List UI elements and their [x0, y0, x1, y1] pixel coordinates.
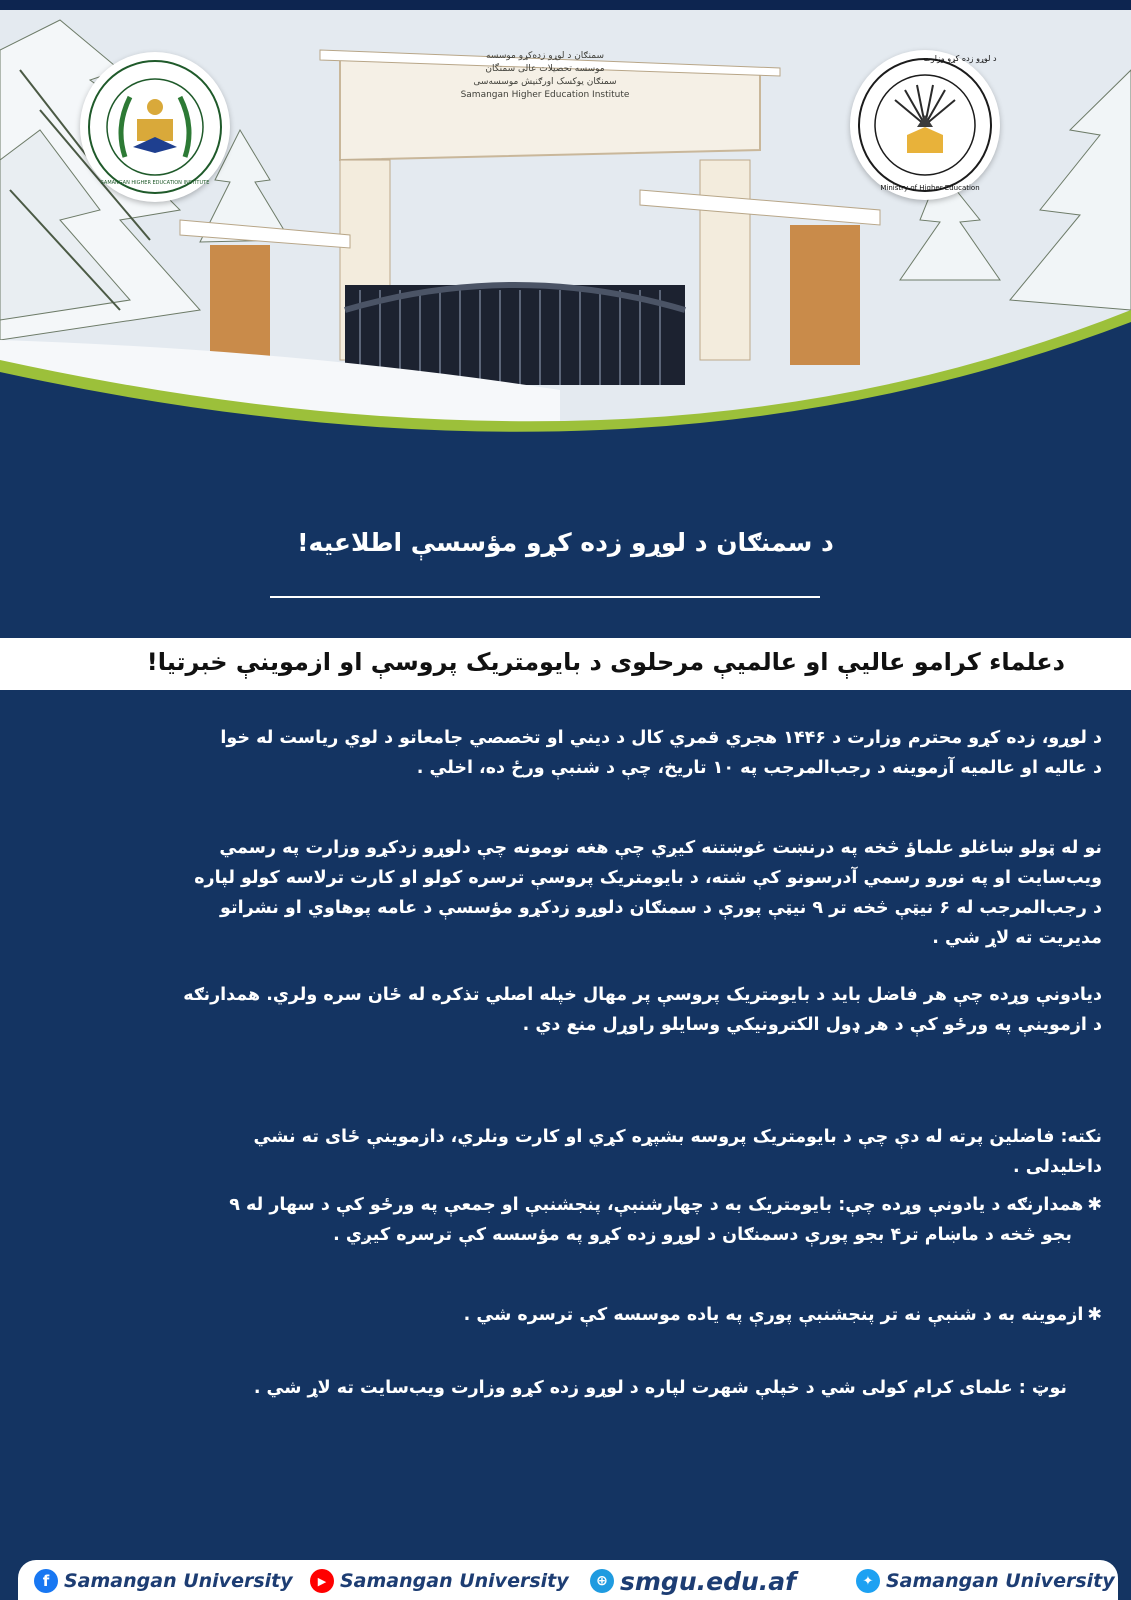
bullet-exam-schedule — [22, 1300, 1102, 1330]
sign-line: سمنګان یوکسک اورګنیش موسسه‌سی — [473, 77, 617, 87]
ministry-logo-arc-text: د لوړو زده کړو وزارت — [923, 54, 997, 63]
asterisk-bullet-icon: ✱ — [1087, 1305, 1102, 1325]
sign-line: Samangan Higher Education Institute — [460, 90, 630, 100]
twitter-label: Samangan University — [886, 1570, 1115, 1592]
paragraph-note — [22, 1122, 1102, 1182]
facebook-label: Samangan University — [64, 1570, 293, 1592]
text-line: ویب‌سایت او په نورو رسمي آدرسونو کې شته، د بایومتریک پروسې ترسره کولو او کارت ترلاسه کولو لپاره — [194, 868, 1102, 888]
text-line: نو له ټولو ښاغلو علماؤ څخه په درنښت غوښتنه کیږي چې هغه نومونه چې دلوړو زدکړو وزارت په رسمي — [219, 838, 1102, 858]
text-line: د ازموینې په ورځو کې د هر ډول الکترونیکي وسایلو راوړل منع دي . — [522, 1015, 1102, 1035]
asterisk-bullet-icon: ✱ — [1087, 1195, 1102, 1215]
subject-title: دعلماء کرامو عالیې او عالمیې مرحلوی د بایومتریک پروسې او ازموینې خبرتیا! — [146, 648, 1065, 676]
ministry-logo — [850, 50, 1000, 200]
text-line: د عالیه او عالمیه آزموینه د رجب‌المرجب په ۱۰ تاریخ، چې د شنبې ورځ ده، اخلي . — [416, 758, 1102, 778]
youtube-icon: ▶ — [310, 1569, 334, 1593]
website-link[interactable] — [590, 1568, 796, 1594]
building-sign — [430, 50, 660, 102]
text-line: مدیریت ته لاړ شي . — [932, 928, 1102, 948]
text-line: نوټ : علمای کرام کولی شي د خپلې شهرت لپاره د لوړو زده کړو وزارت ویب‌سایت ته لاړ شي . — [253, 1378, 1067, 1398]
paragraph-website-note — [22, 1373, 1067, 1403]
globe-icon: ⊕ — [590, 1569, 614, 1593]
text-line: د رجب‌المرجب له ۶ نیټې څخه تر ۹ نیټې پورې د سمنګان دلوړو زدکړو مؤسسې د عامه پوهاوي او نشراتو — [220, 898, 1102, 918]
left-logo-text: SAMANGAN HIGHER EDUCATION INSTITUTE — [100, 180, 210, 186]
paragraph-biometric — [22, 833, 1102, 953]
text-line: دیادونې وړده چې هر فاضل باید د بایومتریک پروسې پر مهال خپله اصلي تذکره له ځان سره ولري. همدارنګه — [183, 985, 1102, 1005]
social-footer — [18, 1560, 1118, 1600]
youtube-link[interactable] — [310, 1568, 569, 1594]
paragraph-requirements — [22, 980, 1102, 1040]
twitter-icon: ✦ — [856, 1569, 880, 1593]
title-divider — [270, 596, 820, 598]
youtube-label: Samangan University — [340, 1570, 569, 1592]
paragraph-exam-date — [22, 723, 1102, 783]
facebook-link[interactable] — [34, 1568, 293, 1594]
twitter-link[interactable] — [856, 1568, 1115, 1594]
header-photo — [0, 10, 1131, 440]
top-bar — [0, 0, 1131, 10]
text-line: د لوړو، زده کړو محترم وزارت د ۱۴۴۶ هجري قمري کال د دیني او تخصصي جامعاتو د لوي ریاست له خوا — [220, 728, 1102, 748]
sign-line: سمنګان د لوړو زده‌کړو موسسه — [486, 51, 604, 61]
ministry-logo-caption: Ministry of Higher Education — [880, 184, 980, 192]
text-line: نکته: فاضلین پرته له دې چې د بایومتریک پروسه بشپړه کړي او کارت ونلري، دازموینې ځای ته نشي — [253, 1127, 1102, 1147]
sign-line: موسسه تحصیلات عالی سمنگان — [485, 64, 605, 74]
text-line: بجو څخه د ماښام تر۴ بجو پورې دسمنګان د لوړو زده کړو په مؤسسه کې ترسره کیږي . — [333, 1225, 1072, 1245]
text-line: داخلیدلی . — [1012, 1157, 1102, 1177]
text-line: همدارنګه د یادونې وړده چې: بایومتریک به د چهارشنبې، پنجشنبې او جمعې په ورځو کې د سهار له ۹ — [229, 1195, 1084, 1215]
announcement-title: د سمنګان د لوړو زده کړو مؤسسې اطلاعیه! — [297, 528, 834, 557]
text-line: ازموینه به د شنبې نه تر پنجشنبې پورې په یاده موسسه کې ترسره شي . — [463, 1305, 1084, 1325]
bullet-biometric-schedule — [22, 1190, 1102, 1250]
facebook-icon: f — [34, 1569, 58, 1593]
website-label: smgu.edu.af — [620, 1566, 797, 1596]
subject-band — [0, 638, 1131, 690]
